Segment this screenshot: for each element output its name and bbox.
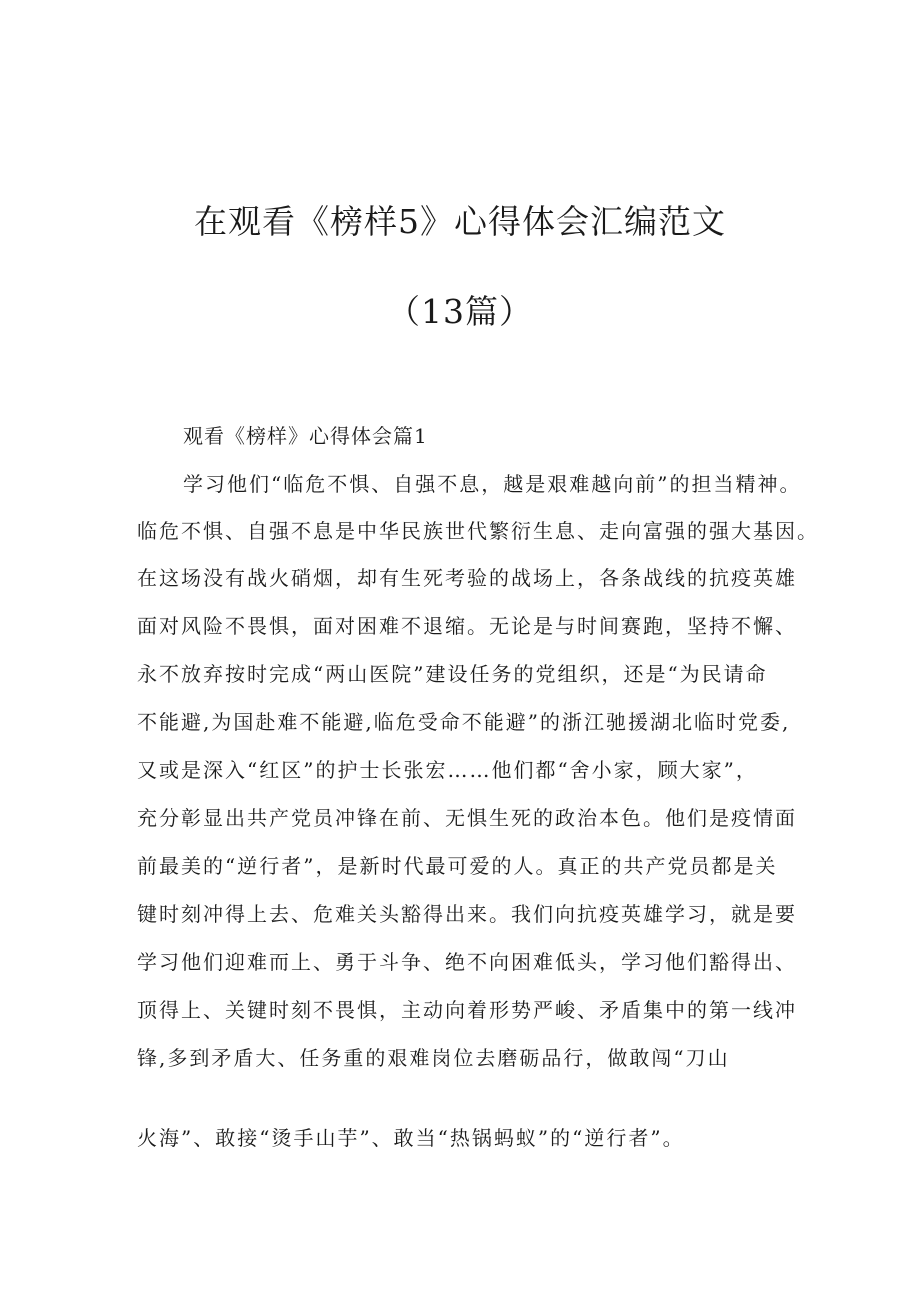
paragraph-line: 充分彰显出共产党员冲锋在前、无惧生死的政治本色。他们是疫情面 (137, 806, 797, 830)
paragraph-line: 面对风险不畏惧，面对困难不退缩。无论是与时间赛跑，坚持不懈、 (137, 614, 797, 638)
paragraph-line: 火海”、敢接“烫手山芋”、敢当“热锅蚂蚁”的“逆行者”。 (137, 1126, 685, 1150)
paragraph-line: 锋,多到矛盾大、任务重的艰难岗位去磨砺品行，做敢闯“刀山 (137, 1046, 730, 1070)
paragraph-line: 前最美的“逆行者”，是新时代最可爱的人。真正的共产党员都是关 (137, 854, 778, 878)
paragraph-line: 顶得上、关键时刻不畏惧，主动向着形势严峻、矛盾集中的第一线冲 (137, 998, 797, 1022)
paragraph-line: 学习他们“临危不惧、自强不息，越是艰难越向前”的担当精神。 (183, 472, 802, 496)
paragraph-line: 键时刻冲得上去、危难关头豁得出来。我们向抗疫英雄学习，就是要 (137, 902, 797, 926)
paragraph-line: 不能避,为国赴难不能避,临危受命不能避”的浙江驰援湖北临时党委, (137, 710, 791, 734)
paragraph-line: 永不放弃按时完成“两山医院”建设任务的党组织，还是“为民请命 (137, 662, 768, 686)
paragraph-line: 学习他们迎难而上、勇于斗争、绝不向困难低头，学习他们豁得出、 (137, 950, 797, 974)
paragraph-line: 临危不惧、自强不息是中华民族世代繁衍生息、走向富强的强大基因。 (137, 519, 819, 543)
document-subtitle: （13篇） (387, 292, 533, 331)
paragraph-line: 又或是深入“红区”的护士长张宏……他们都“舍小家，顾大家”， (137, 758, 758, 782)
section-heading: 观看《榜样》心得体会篇1 (183, 424, 428, 448)
paragraph-line: 在这场没有战火硝烟，却有生死考验的战场上，各条战线的抗疫英雄 (137, 566, 797, 590)
document-title: 在观看《榜样5》心得体会汇编范文 (194, 202, 726, 241)
